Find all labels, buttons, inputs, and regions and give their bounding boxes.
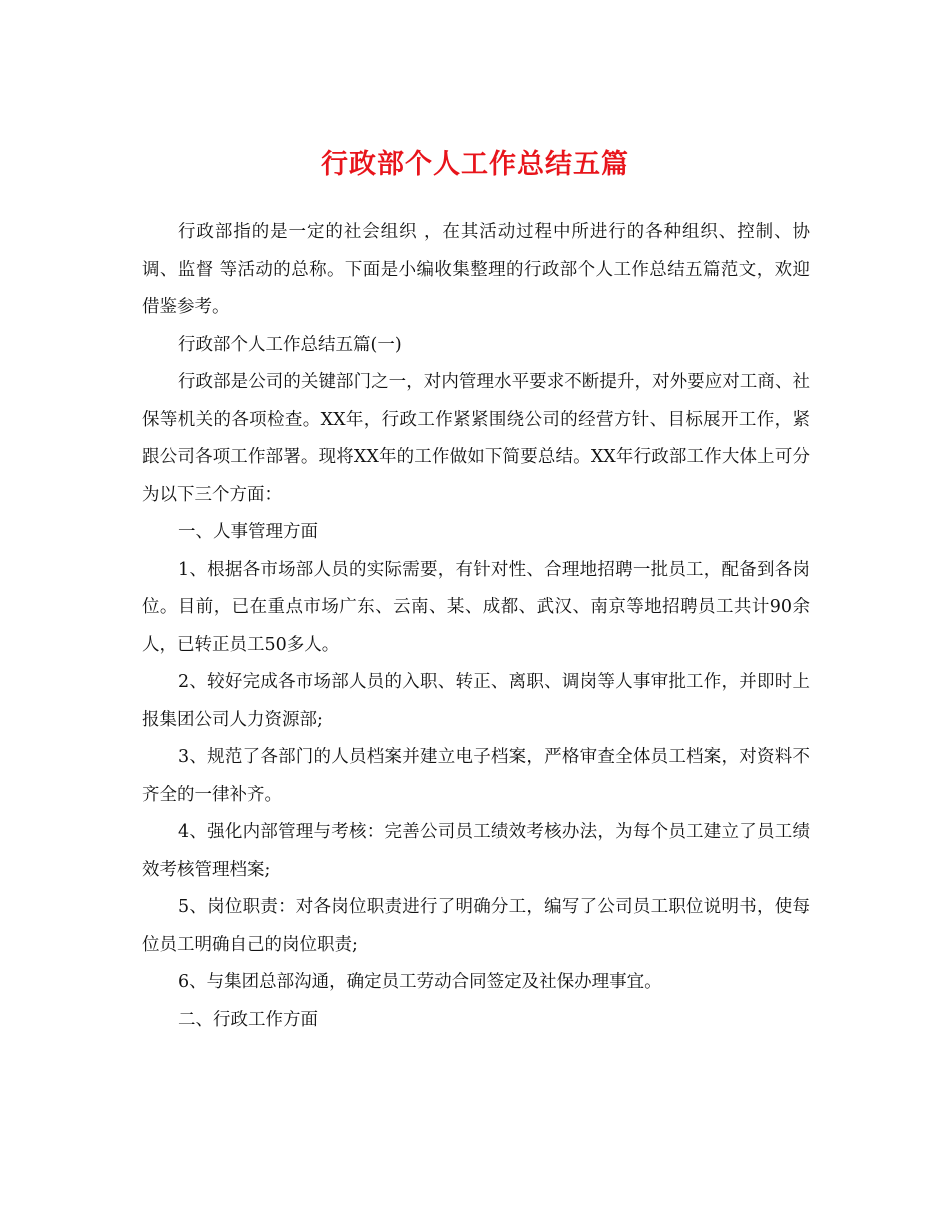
list-item: 1、根据各市场部人员的实际需要，有针对性、合理地招聘一批员工，配备到各岗位。目前，已在重点市场广东、云南、某、成都、武汉、南京等地招聘员工共计90余人，已转正员工50多人。 (142, 559, 810, 655)
list-item: 5、岗位职责：对各岗位职责进行了明确分工，编写了公司员工职位说明书，使每位员工明确自己的岗位职责; (142, 897, 810, 955)
list-item: 2、较好完成各市场部人员的入职、转正、离职、调岗等人事审批工作，并即时上报集团公司人力资源部; (142, 672, 810, 730)
list-item: 3、规范了各部门的人员档案并建立电子档案，严格审查全体员工档案，对资料不齐全的一律补齐。 (142, 747, 810, 805)
section-heading-admin: 二、行政工作方面 (178, 1009, 318, 1030)
body-paragraph: 行政部是公司的关键部门之一，对内管理水平要求不断提升，对外要应对工商、社保等机关的各项检查。XX年，行政工作紧紧围绕公司的经营方针、目标展开工作，紧跟公司各项工作部署。现将XX年的工作做如下简要总结。XX年行政部工作大体上可分为以下三个方面： (142, 372, 810, 505)
list-item: 4、强化内部管理与考核：完善公司员工绩效考核办法，为每个员工建立了员工绩效考核管理档案; (142, 822, 810, 880)
intro-paragraph: 行政部指的是一定的社会组织 ，在其活动过程中所进行的各种组织、控制、协调、监督 等活动的总称。下面是小编收集整理的行政部个人工作总结五篇范文，欢迎借鉴参考。 (142, 222, 810, 317)
section-title-one: 行政部个人工作总结五篇(一) (178, 334, 402, 355)
document-body (142, 214, 810, 1039)
document-title: 行政部个人工作总结五篇 (321, 149, 629, 180)
list-item: 6、与集团总部沟通，确定员工劳动合同签定及社保办理事宜。 (178, 972, 662, 992)
section-heading-personnel: 一、人事管理方面 (178, 522, 318, 542)
